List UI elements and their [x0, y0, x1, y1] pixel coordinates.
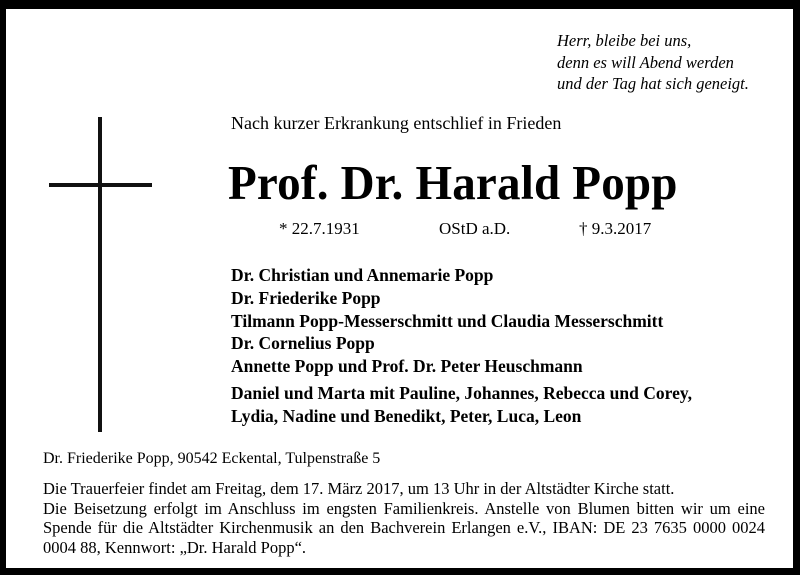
intro-text: Nach kurzer Erkrankung entschlief in Frieden: [231, 113, 562, 133]
cross-horizontal-bar: [49, 183, 152, 187]
survivor-line: Dr. Christian und Annemarie Popp: [231, 265, 494, 285]
survivor-line: Tilmann Popp-Messerschmitt und Claudia Messerschmitt: [231, 310, 664, 331]
survivor-line: Annette Popp und Prof. Dr. Peter Heuschmann: [231, 356, 583, 377]
epigraph-line-1: Herr, bleibe bei uns,: [557, 31, 692, 50]
survivors-list: [231, 264, 663, 378]
notice-sheet: [6, 9, 793, 568]
birth-date: * 22.7.1931: [279, 219, 360, 238]
cross-vertical-bar: [98, 117, 102, 432]
survivor-line: Dr. Friederike Popp: [231, 287, 381, 308]
survivor-line: Dr. Cornelius Popp: [231, 333, 375, 354]
service-details-text: Die Beisetzung erfolgt im Anschluss im engsten Familienkreis. Anstelle von Blumen bitten wir um eine Spende für die Altstädter Kirchenmusik an den Bachverein Erlangen e.V., IBAN: DE 23 7635 0000 0024 0004 88, Kennwort: „Dr. Harald Popp“.: [43, 498, 765, 557]
grandchild-line: Daniel und Marta mit Pauline, Johannes, Rebecca und Corey,: [231, 383, 693, 403]
life-dates-row: [279, 218, 699, 239]
deceased-name: Prof. Dr. Harald Popp: [228, 155, 678, 210]
grandchild-line: Lydia, Nadine und Benedikt, Peter, Luca, Leon: [231, 405, 582, 426]
epigraph-line-3: und der Tag hat sich geneigt.: [557, 74, 749, 93]
cross-icon: [43, 109, 158, 439]
service-time-line: Die Trauerfeier findet am Freitag, dem 17. März 2017, um 13 Uhr in der Altstädter Kirche statt.: [43, 479, 675, 498]
contact-address: Dr. Friederike Popp, 90542 Eckental, Tulpenstraße 5: [43, 450, 381, 467]
death-date: † 9.3.2017: [579, 219, 652, 238]
professional-title: OStD a.D.: [439, 219, 511, 238]
epigraph-line-2: denn es will Abend werden: [557, 52, 734, 72]
grandchildren-list: [231, 382, 692, 428]
epigraph-verse: [557, 30, 749, 95]
service-information: [43, 479, 765, 557]
